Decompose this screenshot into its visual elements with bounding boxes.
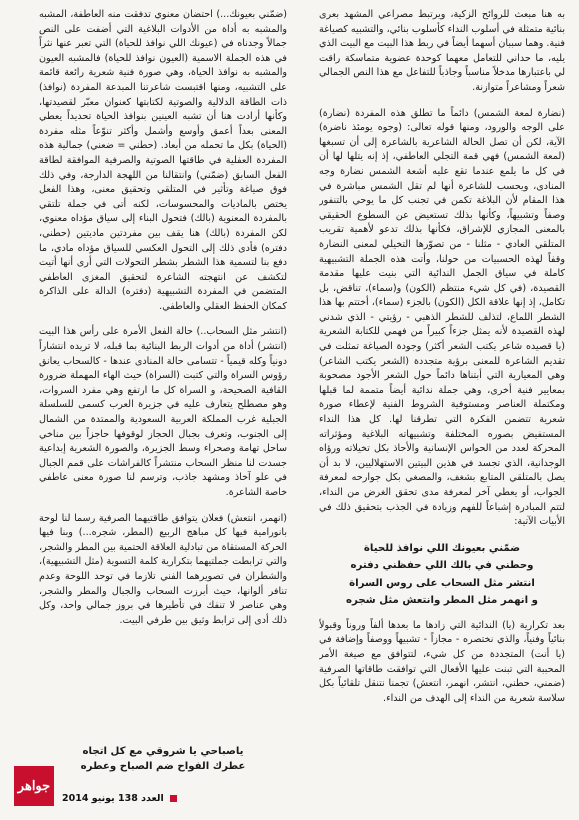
poem-line: ضمّني بعيونك اللي نوافذ للحياة xyxy=(363,542,521,554)
paragraph: به هنا مبعث للروائح الزكية، ويرتبط مصراعي المشهد بعرى بنائية متمثلة في أسلوب النداء كأسلوب بنائي، والتشبيه كصياغة فنية. وهما سببان أسهما أيضاً في ربط هذا البيت مع البيت الذي يليه، ما حداني للتعامل معهما كوحدة عضوية متماسكة راقت لي باعتبارها مدخلاً مناسباً وجاذباً للتفاعل مع هذا النص الجمالي شعراً ومشاعراً متوازنة. xyxy=(319,9,565,93)
poem-line: ياصباحي يا شروقي مع كل اتجاه xyxy=(82,746,244,757)
paragraph: (ضمّني بعيونك...) احتضان معنوي تدفقت منه العاطفة، المشبه والمشبه به أداة من الأدوات البلاغية التي أضفت على النص جمالاً وجدناه في (عيونك اللي نوافذ للحياة) التي تعبر عنها نثراً في هذه الجملة الاسمية (العيون نوافذ للحياة) فالمشبه العيون والمشبه به نوافذ الحياة، وهي صورة فنية شعرية رائعة قائمة على التشبيه، ومنها اقتبست شاعرتنا المبدعة المفردة (نوافذ) ذات الطاقة الدلالية والصوتية لكتابتها كعنوان معبّر لقصيدتها، وكأنها أرادت هنا أن تشبه العينين بنوافذ الحياة تحديداً يعطي المعنى بعداً أعمق وأوسع وأشمل وأكثر تنوّعاً مثله مفردة (الحياة) بكل ما تحمله من أبعاد. (حطني = ضعني) جمالية هذه المفردة العفلية في طاقتها الصوتية والصرفية الموافقة لطاقة الفعل السابق (ضمّني) وانتقالنا من اللهجة الدارجة، وفي ذلك فوق صياغة وتأثير في المتلقي وتحقيق معنى، وهذا الفعل يختص بالماديات والمحسوسات، لكنه أتى في جملة تلتقي بالمفردة المعنوية (بالك) فتحول البناء إلى سياق مؤداه معنوي، لكن المفردة (بالك) هنا يقف بين مفردتين ماديتين (حطني، دفتره) فأدى ذلك إلى التحول العكسي للسياق مؤداه مادي، ما دفع بنا لتسمية هذا الشطر بشطر التحولات التي أرى أنها أتيت لتكشف عن انتهجته الشاعرة لتحقيق المغزى العاطفي المتضمن في المفردة التشبيهية (دفتره) الدالة على الذاكرة كمكان الحفظ العقلي والعاطفي. xyxy=(39,9,287,312)
page-footer xyxy=(14,766,262,806)
red-square-icon xyxy=(170,795,177,802)
issue-label: العدد 138 يونيو 2014 xyxy=(62,793,164,804)
paragraph: (انهمر، انتعش) فعلان يتوافق طاقتيهما الصرفية رسما لنا لوحة بانورامية فيها كل مباهج الربيع (المطر، شجره...) وبنا فيها الحركة المستقاة من تبادلية العلاقة الحتمية بين المطر والشجر، والتي ترابطت جملتيهما بتكرارية كلمة التسوية (مثل التشبيهية)، والشطران في تصويرهما الفني تلازما في توحد اللوحة وعدم تنافر ألوانها، حيث أبرزت السحاب والجبال والمطر والشجر، وهي عناصر لا تنفك في تأطيرها في بروز جمالي واحد، وكل ذلك أدى إلى ترابط وثيق بين طرفي البيت. xyxy=(39,512,287,626)
poem-line: عطرك الفواح ضم الصباح وعطره xyxy=(80,761,246,772)
paragraph: (انتشر مثل السحاب..) حالة الفعل الأمرة على رأس هذا البيت (انتشر) أداة من أدوات الربط البنائية بما قبله، لا تريده انتشاراً دونياً وكله قيمياً - تتسامى حالة المنادى عندها - كالسحاب يعانق رؤوس السراة والتي كتبت (السراة) حيث الهاء المهملة ضرورة القافية الصحيحة، و السراة كل ما ارتفع وهي مفرد السروات، وهو مصطلح يتعارف عليه في جزيرة العرب كسمى للسلسلة الجبلية غرب المملكة العربية السعودية والممتدة من الشمال إلى الجنوب، وتعرف بجبال الحجاز لوقوفها حاجزاً بين مناخي ساحل تهامة وصحراء وسط الجزيرة، والصورة الشعرية إبداعية جسدت لنا منظر السحاب منتشراً كالفراشات على قمم الجبال في علو آخاذ ومشهد جاذب، وترسم لنا صورة معنى عاطفي خاصة الشاعرة. xyxy=(39,326,287,498)
poem-line: انتشر مثل السحاب على روس السراة xyxy=(349,577,535,589)
poem-verses xyxy=(319,541,565,609)
magazine-logo: جواهر xyxy=(14,766,54,806)
issue-info xyxy=(62,793,177,804)
poem-line: و انهمر مثل المطر وانتعش مثل شجره xyxy=(345,595,539,607)
article-column-right xyxy=(319,8,565,748)
poem-line: وحطني في بالك اللي حفظني دفتره xyxy=(350,560,534,572)
article-column-left xyxy=(39,8,287,728)
paragraph: بعد تكرارية (يا) الندائية التي زادها ما بعدها ألفاً وروناً وقبولاً بنائياً وفنياً، والذي نختصره - مجازاً - تشبيهاً ووصفاً وإضافة في (يا أنت) المتجددة من كل شيء، لتتوافق مع صيغة الأمر المحببة التي تبنت عليها الأفعال التي توافقت طاقاتها الصرفية (ضمني، حطني، انتشر، انهمر، انتعش) تجمنا نتنقل تلقائياً بكل سلاسة شعرية من النداء إلى الهدف من النداء. xyxy=(319,619,565,704)
paragraph: (نضارة لمعة الشمس) دائماً ما تطلق هذه المفردة (نضارة) على الوجه والورود، ومنها قوله تعالى: (وجوه يومئذ ناضرة) الآية، لكن أن تصل الحالة الشاعرية بالشاعرة إلى أن تسبغها (لمعة الشمس) فهي قمة التجلي العاطفي، إذ إنه يتلها لها أن في كل ما يلمع عندما تقع عليه أشعة الشمس نضارة وجه المنادى، ويحسب للشاعرة أنها لم تقل الشمس مباشرة في هذا المقام لأن البلاغة تكمن في تجنب كل ما يوحي بالتنفور وصفاً وتشبيهاً، وكأنها بذلك تستعيض عن السطوع الحقيقي بالمعنى المجازي للإشراق، فكأنها بذلك تدعو لأهمية تقريب المتلقي العادي - مثلنا - من تصوّرها التخيلي لمعنى النضارة وقفاً لهذه الحسبيات من حولنا، وأتت هذه الجملة التشبيهية كاملة في سياق الجمل الندائية التي بنيت عليها مقدمة القصيدة، (في كل شيء منتظم (الكون) و(سماء)، تناقض، بل تكامل، إذ إنها علاقة الكل (الكون) بالجزء (سماء)، أختتم بها هذا الشطر اللماع، لتذلف للشطر الذهبي - رؤيتي - الذي شدني لهذه القصيدة لأنه يمثل جزءاً كبيراً من فهمي للكتابة الشعرية (يا قصيده شاعر يكتب الشعر أكثر) وجودة الصياغة تمثلت في تقديم الشاعرة للمعنى برؤية متجددة (الشعر يكتب الشاعر) وهي المعيارية التي أبتناها دائماً حول الشعر الأجود مصحوبة بمعايير فنية أخرى، وهي جملة ندائية أيضاً متممة لما قبلها ومكتملة العناصر ومستوفية الشروط الفنية لإعطاء صورة شعرية تتضمن الفكرة التي تطرقنا لها. كل هذا النداء المستفيض بصوره المختلفة وتشبيهاته البلاغية ومؤثراته المحركة لعدد من الحواس الإنسانية والأحاذ بكل تخيلاته ورؤاه الوجدانية، الذي تجسد في هذين البيتين الاستهلاليين، لا بد أن يصل بالمتلقي المتابع بشغف، والمصغي بكل جوارحه لمعرفة الجواب، أو يعطي آخر لمعرفة مدى تحقق الغرض من النداء، لتتم المبادرة إشباعاً للفهم وزيادة في الجذب بتحقيق ذلك في الأبيات الآتية: xyxy=(319,107,565,528)
